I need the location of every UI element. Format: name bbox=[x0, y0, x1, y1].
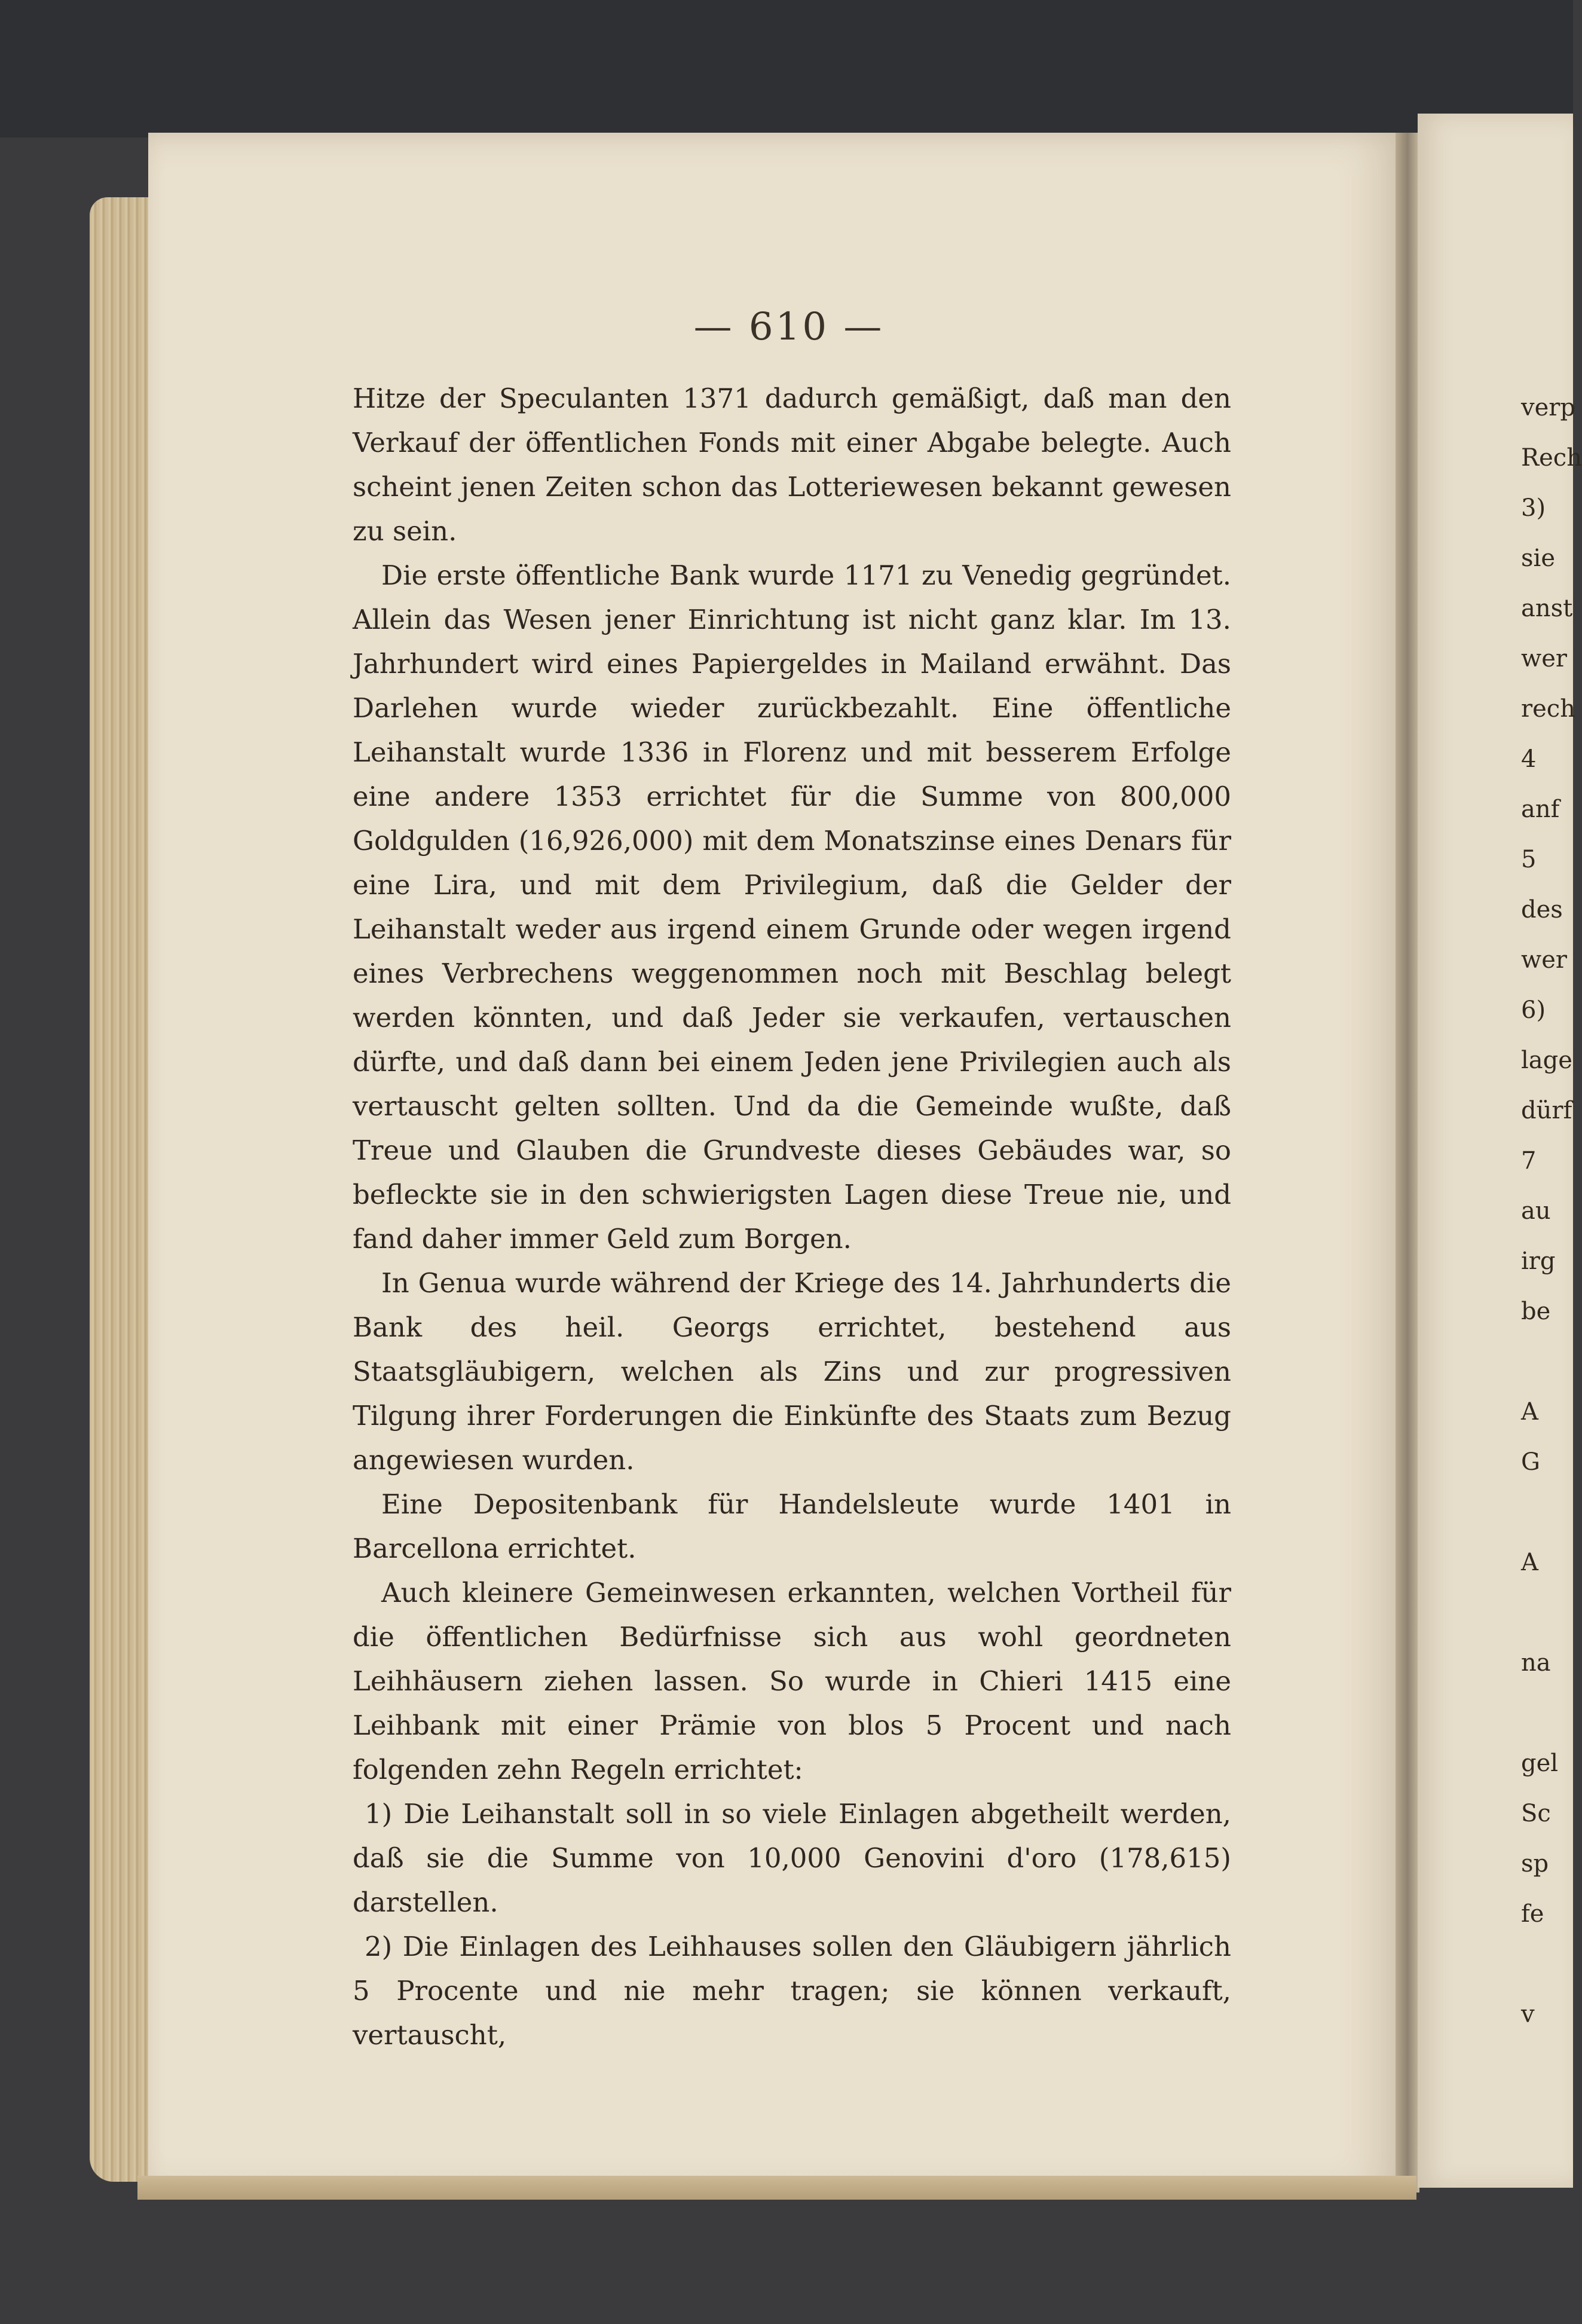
right-fragment: A bbox=[1521, 1398, 1538, 1426]
right-fragment bbox=[1521, 1337, 1575, 1387]
right-fragment bbox=[1521, 1588, 1575, 1638]
book-gutter bbox=[1396, 133, 1419, 2192]
right-fragment: wer bbox=[1521, 645, 1568, 672]
right-fragment: irg bbox=[1521, 1247, 1556, 1275]
right-fragment: 3) bbox=[1521, 494, 1546, 522]
rule-item: 1) Die Leihanstalt soll in so viele Einlagen abgetheilt werden, daß sie die Summe von 10,000 Genovini d'oro (178,615) darstellen. bbox=[353, 1798, 1231, 1918]
right-fragment: lage bbox=[1521, 1047, 1572, 1074]
paragraph: Hitze der Speculanten 1371 dadurch gemäßigt, daß man den Verkauf der öffentlichen Fonds mit einer Abgabe belegte. Auch scheint jenen Zeiten schon das Lotteriewesen bekannt gewesen zu sein. bbox=[353, 383, 1231, 547]
right-fragment bbox=[1521, 1939, 1575, 1989]
right-fragment: gel bbox=[1521, 1750, 1559, 1777]
right-fragment: v bbox=[1521, 2001, 1535, 2028]
right-fragment: au bbox=[1521, 1197, 1551, 1225]
right-fragment: rech bbox=[1521, 695, 1575, 723]
right-fragment bbox=[1521, 1487, 1575, 1537]
right-fragment: Rech bbox=[1521, 444, 1582, 472]
right-fragment bbox=[1521, 1688, 1575, 1738]
right-fragment: sp bbox=[1521, 1850, 1549, 1877]
right-fragment: 4 bbox=[1521, 745, 1537, 773]
rule-item: 2) Die Einlagen des Leihhauses sollen den Gläubigern jährlich 5 Procente und nie mehr tragen; sie können verkauft, vertauscht, bbox=[353, 1931, 1231, 2051]
paragraph: Eine Depositenbank für Handelsleute wurde 1401 in Barcellona errichtet. bbox=[353, 1488, 1231, 1564]
right-fragment: 6) bbox=[1521, 996, 1546, 1024]
right-fragment: 5 bbox=[1521, 846, 1537, 873]
paragraph: In Genua wurde während der Kriege des 14. Jahrhunderts die Bank des heil. Georgs errichtet, bestehend aus Staatsgläubigern, welchen als Zins und zur progressiven Tilgung ihrer Forderungen die Einkünfte des Staats zum Bezug angewiesen wurden. bbox=[353, 1267, 1231, 1476]
right-fragment: wer bbox=[1521, 946, 1568, 974]
right-fragment: na bbox=[1521, 1649, 1551, 1677]
right-fragment: anf bbox=[1521, 796, 1560, 823]
bottom-page-edge bbox=[137, 2176, 1416, 2200]
right-fragment: 7 bbox=[1521, 1147, 1537, 1175]
right-fragment: be bbox=[1521, 1298, 1551, 1325]
right-fragment: fe bbox=[1521, 1900, 1544, 1928]
right-fragment: anst bbox=[1521, 595, 1573, 622]
right-fragment: A bbox=[1521, 1549, 1538, 1576]
right-fragment: sie bbox=[1521, 545, 1555, 572]
page-number: — 610 — bbox=[693, 305, 885, 349]
right-fragment: des bbox=[1521, 896, 1563, 924]
backdrop bbox=[0, 0, 1573, 137]
right-fragment: verp bbox=[1521, 394, 1575, 421]
right-page-text bbox=[1521, 383, 1582, 2039]
right-fragment: dürf bbox=[1521, 1097, 1572, 1124]
paragraph: Die erste öffentliche Bank wurde 1171 zu Venedig gegründet. Allein das Wesen jener Einrichtung ist nicht ganz klar. Im 13. Jahrhundert wird eines Papiergeldes in Mailand erwähnt. Das Darlehen wurde wieder zurückbezahlt. Eine öffentliche Leihanstalt wurde 1336 in Florenz und mit besserem Erfolge eine andere 1353 errichtet für die Summe von 800,000 Goldgulden (16,926,000) mit dem Monatszinse eines Denars für eine Lira, und mit dem Privilegium, daß die Gelder der Leihanstalt weder aus irgend einem Grunde oder wegen irgend eines Verbrechens weggenommen noch mit Beschlag belegt werden könnten, und daß Jeder sie verkaufen, vertauschen dürfte, und daß dann bei einem Jeden jene Privilegien auch als vertauscht gelten sollten. Und da die Gemeinde wußte, daß Treue und Glauben die Grundveste dieses Gebäudes war, so befleckte sie in den schwierigsten Lagen diese Treue nie, und fand daher immer Geld zum Borgen. bbox=[353, 559, 1231, 1255]
main-text bbox=[353, 377, 1231, 2057]
right-fragment: Sc bbox=[1521, 1800, 1551, 1827]
right-fragment: G bbox=[1521, 1448, 1540, 1476]
paragraph: Auch kleinere Gemeinwesen erkannten, welchen Vortheil für die öffentlichen Bedürfnisse sich aus wohl geordneten Leihhäusern ziehen lassen. So wurde in Chieri 1415 eine Leihbank mit einer Prämie von blos 5 Procent und nach folgenden zehn Regeln errichtet: bbox=[353, 1577, 1231, 1785]
